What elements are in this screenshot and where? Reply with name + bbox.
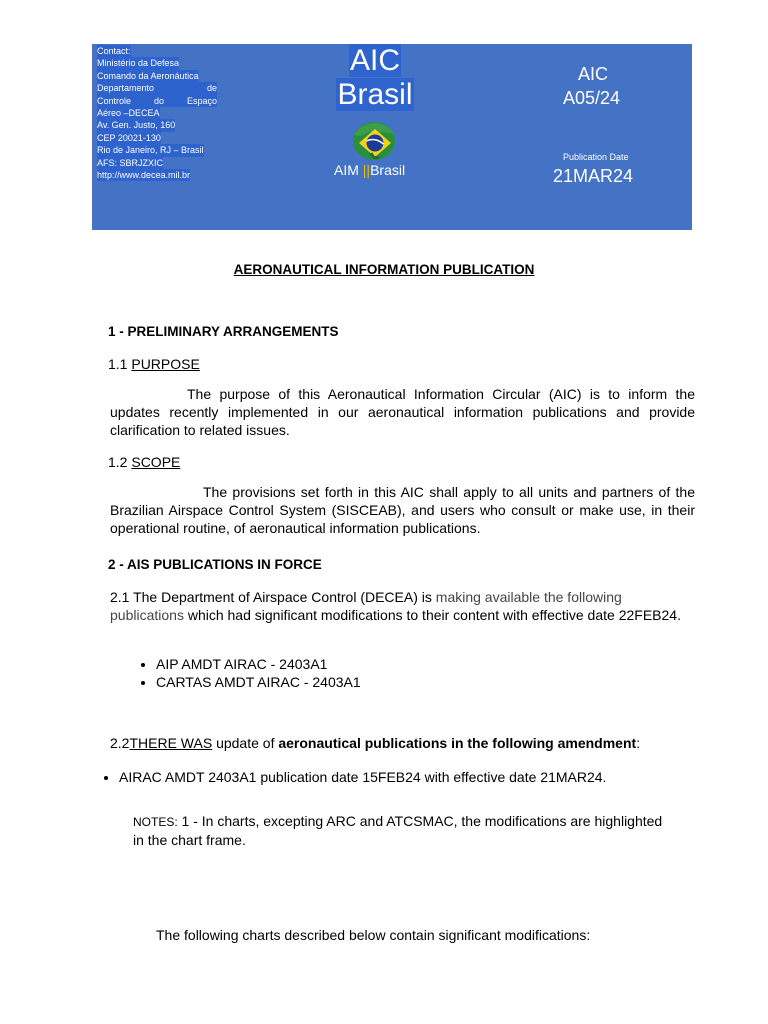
aic-brasil-title — [333, 44, 417, 112]
section-2-1-paragraph — [110, 588, 685, 624]
following-charts-text: The following charts described below contain significant modifications: — [156, 927, 591, 943]
aim-text: AIM — [334, 162, 363, 178]
section-number: 2.2 — [110, 735, 130, 751]
contact-block — [97, 45, 217, 181]
section-title: SCOPE — [131, 454, 181, 470]
aim-separator: || — [362, 162, 371, 178]
document-title: AERONAUTICAL INFORMATION PUBLICATION — [233, 262, 535, 277]
list-item: • CARTAS AMDT AIRAC - 2403A1 — [156, 673, 361, 691]
contact-line: Rio de Janeiro, RJ – Brasil — [97, 145, 204, 156]
notes-label: NOTES: — [133, 815, 178, 829]
para-text: update of — [212, 735, 279, 751]
contact-line: Controle do Espaço — [97, 95, 217, 106]
list-item: • AIRAC AMDT 2403A1 publication date 15FEB24 with effective date 21MAR24. — [119, 768, 606, 786]
section-number: 1.1 — [108, 356, 132, 372]
aic-label: AIC — [578, 64, 609, 84]
publication-date: 21MAR24 — [553, 166, 634, 186]
aic-big-line1: AIC — [349, 44, 400, 77]
purpose-paragraph: The purpose of this Aeronautical Information Circular (AIC) is to inform the updates recently implemented in our aeronautical information publications and provide clarification to related issues. — [110, 386, 695, 438]
contact-line: Ministério da Defesa — [97, 58, 180, 69]
contact-line: CEP 20021-130 — [97, 132, 161, 143]
publication-date-label: Publication Date — [563, 152, 629, 162]
para-text-gray: making available the following publications — [110, 589, 622, 623]
scope-paragraph: The provisions set forth in this AIC shall apply to all units and partners of the Brazilian Airspace Control System (SISCEAB), and users who consult or make use, in their operational routine, of aeronautical information publications. — [110, 484, 695, 536]
contact-line: Aéreo –DECEA — [97, 108, 160, 119]
bold-text: aeronautical publications in the following amendment — [278, 735, 637, 751]
section-number: 1.2 — [108, 454, 132, 470]
aic-big-line2: Brasil — [337, 78, 413, 111]
para-text: 2.1 The Department of Airspace Control (DECEA) is — [110, 589, 436, 605]
para-text: which had significant modifications to their content with effective date 22FEB24. — [183, 607, 681, 623]
publications-list — [130, 655, 361, 691]
brazil-flag-globe-icon — [351, 119, 397, 163]
section-1-heading: 1 - PRELIMINARY ARRANGEMENTS — [108, 324, 339, 339]
notes-text: 1 - In charts, excepting ARC and ATCSMAC, the modifications are highlighted in the chart frame. — [133, 813, 663, 848]
aim-brasil-label — [334, 162, 434, 178]
para-text: : — [636, 735, 641, 751]
aic-number: A05/24 — [563, 88, 621, 108]
list-item: • AIP AMDT AIRAC - 2403A1 — [156, 655, 361, 673]
aim-brasil-text: Brasil — [370, 162, 406, 178]
section-1-2-heading — [108, 454, 180, 470]
contact-line: Comando da Aeronáutica — [97, 70, 199, 81]
notes-block — [133, 812, 673, 849]
contact-line: Av. Gen. Justo, 160 — [97, 120, 176, 131]
section-2-heading: 2 - AIS PUBLICATIONS IN FORCE — [108, 557, 322, 572]
underlined-text: THERE WAS — [129, 735, 213, 751]
contact-link[interactable]: http://www.decea.mil.br — [97, 170, 191, 181]
contact-line: Contact: — [97, 46, 131, 56]
aic-number-block — [552, 62, 652, 110]
section-title: PURPOSE — [131, 356, 200, 372]
contact-line: Departamento de — [97, 83, 217, 94]
contact-line: AFS: SBRJZXIC — [97, 157, 164, 168]
amendment-list — [93, 768, 606, 786]
section-1-1-heading — [108, 356, 200, 372]
section-2-2-paragraph — [110, 735, 640, 751]
